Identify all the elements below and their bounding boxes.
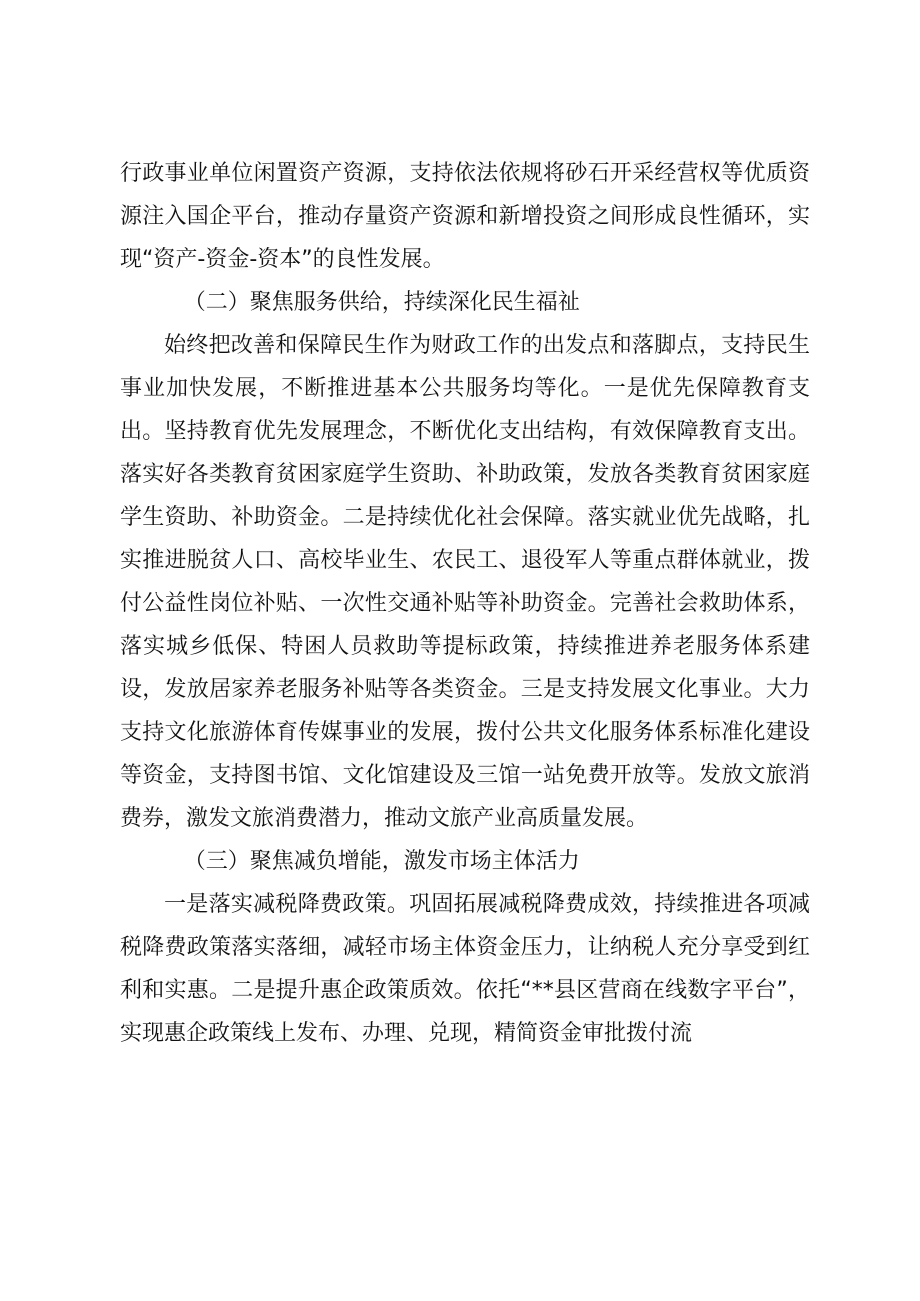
paragraph-livelihood: 始终把改善和保障民生作为财政工作的出发点和落脚点，支持民生事业加快发展，不断推进基本公共服务均等化。一是优先保障教育支出。坚持教育优先发展理念，不断优化支出结构，有效保障教育支出。落实好各类教育贫困家庭学生资助、补助政策，发放各类教育贫困家庭学生资助、补助资金。二是持续优化社会保障。落实就业优先战略，扎实推进脱贫人口、高校毕业生、农民工、退役军人等重点群体就业，拨付公益性岗位补贴、一次性交通补贴等补助资金。完善社会救助体系，落实城乡低保、特困人员救助等提标政策，持续推进养老服务体系建设，发放居家养老服务补贴等各类资金。三是支持发展文化事业。大力支持文化旅游体育传媒事业的发展，拨付公共文化服务体系标准化建设等资金，支持图书馆、文化馆建设及三馆一站免费开放等。发放文旅消费券，激发文旅消费潜力，推动文旅产业高质量发展。 [120, 333, 810, 831]
document-body [120, 152, 810, 1055]
section-heading-3: （三）聚焦减负增能，激发市场主体活力 [183, 849, 580, 874]
section-heading-2: （二）聚焦服务供给，持续深化民生福祉 [183, 290, 580, 315]
paragraph-tax-relief: 一是落实减税降费政策。巩固拓展减税降费成效，持续推进各项减税降费政策落实落细，减轻市场主体资金压力，让纳税人充分享受到红利和实惠。二是提升惠企政策质效。依托“**县区营商在线数字平台”，实现惠企政策线上发布、办理、兑现，精简资金审批拨付流 [120, 892, 810, 1046]
paragraph-continuation: 行政事业单位闲置资产资源，支持依法依规将砂石开采经营权等优质资源注入国企平台，推动存量资产资源和新增投资之间形成良性循环，实现“资产-资金-资本”的良性发展。 [120, 161, 810, 272]
